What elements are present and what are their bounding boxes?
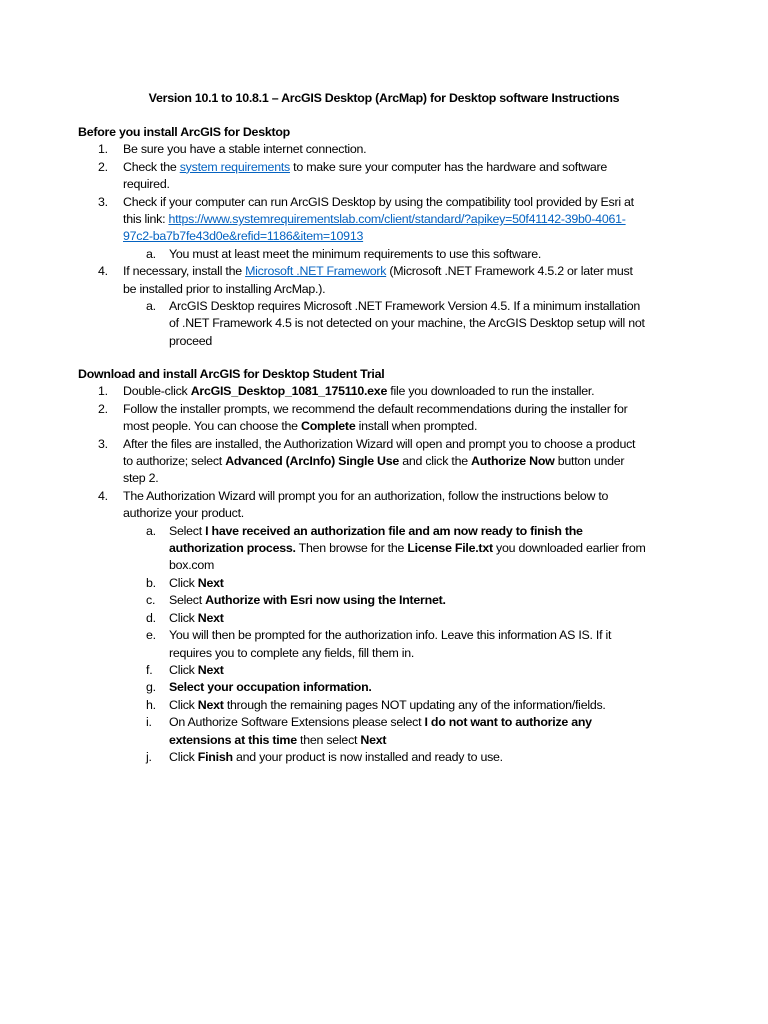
bold-text: I do not want to authorize any extensions at this time (169, 715, 592, 747)
step-text: Check the (123, 159, 180, 174)
section-heading: Before you install ArcGIS for Desktop (78, 125, 290, 139)
step-text: Double-click (123, 384, 191, 399)
substep-text: Select (169, 593, 206, 608)
dotnet-framework-link[interactable]: Microsoft .NET Framework (245, 264, 387, 279)
list-item (78, 436, 648, 488)
substeps-list (123, 523, 648, 767)
step-text: button under step 2. (123, 454, 625, 486)
step-text: If necessary, install the (123, 264, 246, 279)
section-heading: Download and install ArcGIS for Desktop Student Trial (78, 367, 385, 381)
list-item (123, 246, 647, 263)
list-item (123, 714, 647, 749)
substep-letter: j. (146, 749, 152, 764)
step-text: file you downloaded to run the installer. (387, 384, 595, 399)
substep-letter: b. (146, 575, 156, 590)
bold-text: License File.txt (407, 541, 493, 556)
list-item (123, 697, 647, 714)
section-before-install (78, 124, 678, 350)
substep-text: You must at least meet the minimum requirements to use this software. (169, 246, 542, 261)
steps-list (78, 141, 678, 350)
substep-text: You will then be prompted for the authorization info. Leave this information AS IS. If it requires you to complete any fields, fill them in. (169, 628, 612, 660)
substep-letter: e. (146, 628, 156, 643)
bold-text: I have received an authorization file and am now ready to finish the authorization process. (169, 523, 583, 556)
list-item (123, 298, 647, 350)
step-number: 4. (98, 488, 108, 503)
substep-letter: d. (146, 610, 156, 625)
substep-letter: a. (146, 246, 156, 261)
substep-letter: g. (146, 680, 156, 695)
step-number: 1. (98, 142, 108, 157)
step-text: install when prompted. (355, 419, 478, 434)
substep-text: Click (169, 749, 198, 764)
step-text: Be sure you have a stable internet connection. (123, 142, 367, 157)
substep-text: Select (169, 523, 206, 538)
bold-text: Complete (301, 419, 356, 434)
step-number: 3. (98, 194, 108, 209)
list-item (123, 523, 647, 575)
substep-text: ArcGIS Desktop requires Microsoft .NET Framework Version 4.5. If a minimum installation of .NET Framework 4.5 is not detected on your machine, the ArcGIS Desktop setup will not proceed (169, 299, 645, 348)
bold-text: Advanced (ArcInfo) Single Use (225, 454, 400, 469)
system-requirements-link[interactable]: system requirements (179, 159, 290, 174)
list-item (123, 627, 647, 662)
bold-text: Next (197, 610, 224, 625)
substep-letter: f. (146, 662, 153, 677)
step-text: (Microsoft .NET Framework 4.5.2 or later must be installed prior to installing ArcMap.). (123, 264, 633, 296)
list-item (123, 662, 647, 679)
substep-text: and your product is now installed and ready to use. (232, 749, 503, 764)
step-number: 3. (98, 436, 108, 451)
list-item (123, 575, 647, 592)
list-item (123, 749, 647, 766)
substep-text: Click (169, 575, 198, 590)
list-item (123, 610, 647, 627)
substep-text: Then browse for the (295, 541, 408, 556)
list-item (123, 592, 647, 609)
list-item (123, 679, 647, 696)
step-text: Check if your computer can run ArcGIS Desktop by using the compatibility tool provided by Esri at this link: (123, 194, 634, 227)
bold-text: Next (197, 575, 224, 590)
bold-text: Finish (197, 749, 233, 764)
list-item (78, 141, 648, 158)
step-number: 1. (98, 384, 108, 399)
substep-text: then select (296, 732, 361, 747)
substep-letter: i. (146, 715, 152, 730)
bold-text: Authorize Now (471, 454, 555, 469)
bold-text: Select your occupation information. (169, 680, 372, 695)
step-text: After the files are installed, the Authorization Wizard will open and prompt you to choose a product to authorize; select (123, 436, 636, 469)
substeps-list (123, 246, 648, 263)
substep-text: you downloaded earlier from box.com (169, 541, 646, 573)
step-text: and click the (399, 454, 472, 469)
substep-letter: a. (146, 299, 156, 314)
list-item (78, 401, 648, 436)
bold-text: Next (360, 732, 387, 747)
steps-list (78, 383, 678, 766)
document-title: Version 10.1 to 10.8.1 – ArcGIS Desktop (ArcMap) for Desktop software Instructions (148, 91, 620, 105)
list-item (78, 194, 648, 264)
step-number: 4. (98, 264, 108, 279)
substep-letter: c. (146, 593, 156, 608)
substep-text: through the remaining pages NOT updating any of the information/fields. (223, 697, 606, 712)
substep-text: Click (169, 697, 198, 712)
substep-text: Click (169, 610, 198, 625)
step-number: 2. (98, 401, 108, 416)
substep-text: On Authorize Software Extensions please select (169, 715, 425, 730)
compatibility-tool-link[interactable]: https://www.systemrequirementslab.com/client/standard/?apikey=50f41142-39b0-4061-97c2-ba7b7fe43d0e&refid=1186&item=10913 (123, 212, 626, 244)
list-item (78, 159, 648, 194)
substep-letter: h. (146, 697, 156, 712)
step-text: The Authorization Wizard will prompt you for an authorization, follow the instructions below to authorize your product. (123, 488, 609, 521)
section-download-install (78, 366, 678, 766)
list-item (78, 488, 648, 767)
substep-text: Click (169, 662, 198, 677)
step-number: 2. (98, 159, 108, 174)
step-text: Follow the installer prompts, we recommend the default recommendations during the installer for most people. You can choose the (123, 401, 628, 434)
bold-text: Next (197, 697, 224, 712)
substep-letter: a. (146, 523, 156, 538)
bold-text: Authorize with Esri now using the Internet. (205, 593, 446, 608)
step-text: to make sure your computer has the hardware and software required. (123, 159, 608, 192)
list-item (78, 263, 648, 350)
substeps-list (123, 298, 648, 350)
installer-filename: ArcGIS_Desktop_1081_175110.exe (190, 384, 388, 399)
list-item (78, 383, 648, 400)
bold-text: Next (197, 662, 224, 677)
